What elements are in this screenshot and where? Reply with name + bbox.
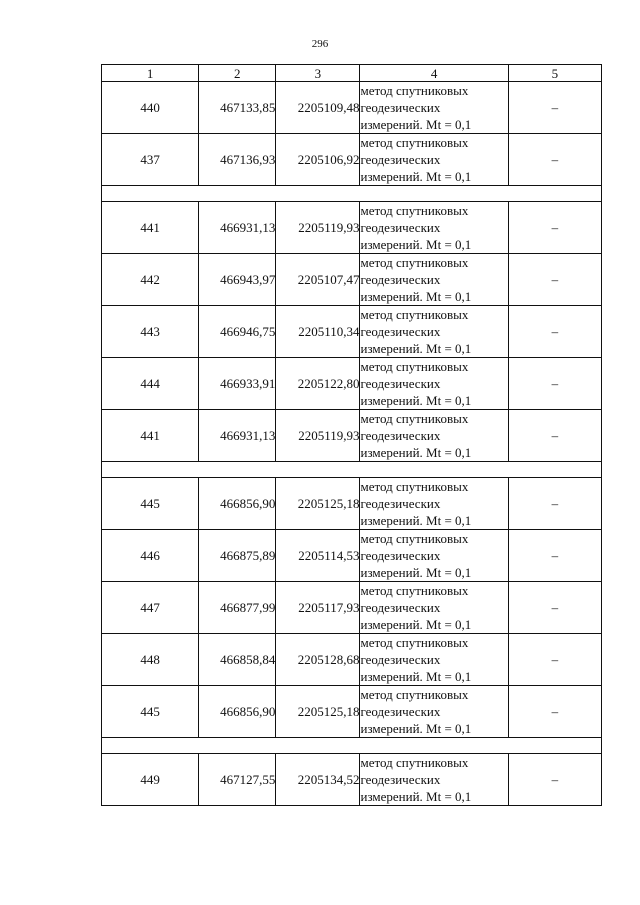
method-line: геодезических [360, 600, 441, 615]
x-coordinate-cell: 466877,99 [199, 582, 276, 634]
x-coordinate-cell: 466875,89 [199, 530, 276, 582]
column-header-3: 3 [276, 65, 360, 82]
method-line: измерений. Mt = 0,1 [360, 789, 472, 804]
method-line: геодезических [360, 152, 441, 167]
column-header-2: 2 [199, 65, 276, 82]
group-separator-cell [102, 462, 602, 478]
method-line: метод спутниковых [360, 479, 469, 494]
group-separator-cell [102, 738, 602, 754]
x-coordinate-cell: 466933,91 [199, 358, 276, 410]
accuracy-note-cell: – [508, 202, 601, 254]
group-separator-cell [102, 186, 602, 202]
method-line: геодезических [360, 772, 441, 787]
x-coordinate-cell: 466856,90 [199, 478, 276, 530]
method-line: метод спутниковых [360, 135, 469, 150]
point-number-cell: 445 [102, 686, 199, 738]
y-coordinate-cell: 2205109,48 [276, 82, 360, 134]
accuracy-note-cell: – [508, 634, 601, 686]
method-cell [360, 134, 508, 186]
column-header-1: 1 [102, 65, 199, 82]
table-row [102, 254, 602, 306]
method-line: метод спутниковых [360, 583, 469, 598]
point-number-cell: 448 [102, 634, 199, 686]
x-coordinate-cell: 466856,90 [199, 686, 276, 738]
method-line: метод спутниковых [360, 411, 469, 426]
method-cell [360, 306, 508, 358]
group-separator-row [102, 462, 602, 478]
point-number-cell: 449 [102, 754, 199, 806]
method-line: метод спутниковых [360, 83, 469, 98]
y-coordinate-cell: 2205119,93 [276, 202, 360, 254]
method-cell [360, 358, 508, 410]
method-cell [360, 82, 508, 134]
x-coordinate-cell: 467136,93 [199, 134, 276, 186]
table-header-row [102, 65, 602, 82]
point-number-cell: 440 [102, 82, 199, 134]
group-separator-row [102, 738, 602, 754]
y-coordinate-cell: 2205122,80 [276, 358, 360, 410]
point-number-cell: 445 [102, 478, 199, 530]
method-line: измерений. Mt = 0,1 [360, 669, 472, 684]
accuracy-note-cell: – [508, 530, 601, 582]
accuracy-note-cell: – [508, 410, 601, 462]
method-cell [360, 478, 508, 530]
table-row [102, 582, 602, 634]
method-line: метод спутниковых [360, 687, 469, 702]
table-row [102, 686, 602, 738]
column-header-4: 4 [360, 65, 508, 82]
x-coordinate-cell: 466931,13 [199, 202, 276, 254]
table-row [102, 358, 602, 410]
table-row [102, 410, 602, 462]
method-cell [360, 754, 508, 806]
table-row [102, 202, 602, 254]
method-line: геодезических [360, 428, 441, 443]
accuracy-note-cell: – [508, 754, 601, 806]
method-cell [360, 530, 508, 582]
y-coordinate-cell: 2205125,18 [276, 478, 360, 530]
point-number-cell: 446 [102, 530, 199, 582]
x-coordinate-cell: 467133,85 [199, 82, 276, 134]
point-number-cell: 437 [102, 134, 199, 186]
table-row [102, 478, 602, 530]
accuracy-note-cell: – [508, 478, 601, 530]
method-cell [360, 634, 508, 686]
accuracy-note-cell: – [508, 686, 601, 738]
method-line: метод спутниковых [360, 359, 469, 374]
x-coordinate-cell: 466931,13 [199, 410, 276, 462]
x-coordinate-cell: 467127,55 [199, 754, 276, 806]
table-row [102, 530, 602, 582]
method-line: измерений. Mt = 0,1 [360, 565, 472, 580]
column-header-5: 5 [508, 65, 601, 82]
group-separator-row [102, 186, 602, 202]
y-coordinate-cell: 2205128,68 [276, 634, 360, 686]
point-number-cell: 441 [102, 410, 199, 462]
y-coordinate-cell: 2205110,34 [276, 306, 360, 358]
point-number-cell: 441 [102, 202, 199, 254]
method-line: измерений. Mt = 0,1 [360, 289, 472, 304]
method-line: измерений. Mt = 0,1 [360, 617, 472, 632]
x-coordinate-cell: 466943,97 [199, 254, 276, 306]
accuracy-note-cell: – [508, 254, 601, 306]
method-line: измерений. Mt = 0,1 [360, 721, 472, 736]
accuracy-note-cell: – [508, 358, 601, 410]
coordinates-table-body [102, 65, 602, 806]
method-cell [360, 686, 508, 738]
method-cell [360, 202, 508, 254]
y-coordinate-cell: 2205134,52 [276, 754, 360, 806]
method-line: геодезических [360, 704, 441, 719]
point-number-cell: 442 [102, 254, 199, 306]
x-coordinate-cell: 466946,75 [199, 306, 276, 358]
y-coordinate-cell: 2205114,53 [276, 530, 360, 582]
method-line: измерений. Mt = 0,1 [360, 237, 472, 252]
y-coordinate-cell: 2205107,47 [276, 254, 360, 306]
method-line: метод спутниковых [360, 307, 469, 322]
table-row [102, 82, 602, 134]
method-line: геодезических [360, 272, 441, 287]
method-line: измерений. Mt = 0,1 [360, 117, 472, 132]
method-line: измерений. Mt = 0,1 [360, 513, 472, 528]
method-line: измерений. Mt = 0,1 [360, 445, 472, 460]
x-coordinate-cell: 466858,84 [199, 634, 276, 686]
method-line: геодезических [360, 548, 441, 563]
y-coordinate-cell: 2205125,18 [276, 686, 360, 738]
method-cell [360, 582, 508, 634]
accuracy-note-cell: – [508, 306, 601, 358]
accuracy-note-cell: – [508, 82, 601, 134]
y-coordinate-cell: 2205119,93 [276, 410, 360, 462]
table-row [102, 634, 602, 686]
accuracy-note-cell: – [508, 582, 601, 634]
method-line: геодезических [360, 220, 441, 235]
y-coordinate-cell: 2205106,92 [276, 134, 360, 186]
method-line: геодезических [360, 100, 441, 115]
table-row [102, 754, 602, 806]
method-line: метод спутниковых [360, 255, 469, 270]
point-number-cell: 443 [102, 306, 199, 358]
method-line: метод спутниковых [360, 755, 469, 770]
method-line: метод спутниковых [360, 635, 469, 650]
method-line: геодезических [360, 652, 441, 667]
coordinates-table [101, 64, 602, 806]
method-line: метод спутниковых [360, 531, 469, 546]
method-line: геодезических [360, 496, 441, 511]
method-cell [360, 410, 508, 462]
point-number-cell: 447 [102, 582, 199, 634]
table-row [102, 306, 602, 358]
table-row [102, 134, 602, 186]
accuracy-note-cell: – [508, 134, 601, 186]
point-number-cell: 444 [102, 358, 199, 410]
method-line: измерений. Mt = 0,1 [360, 169, 472, 184]
page-number: 296 [311, 38, 329, 50]
method-line: геодезических [360, 376, 441, 391]
y-coordinate-cell: 2205117,93 [276, 582, 360, 634]
method-line: измерений. Mt = 0,1 [360, 341, 472, 356]
method-cell [360, 254, 508, 306]
method-line: измерений. Mt = 0,1 [360, 393, 472, 408]
method-line: метод спутниковых [360, 203, 469, 218]
method-line: геодезических [360, 324, 441, 339]
